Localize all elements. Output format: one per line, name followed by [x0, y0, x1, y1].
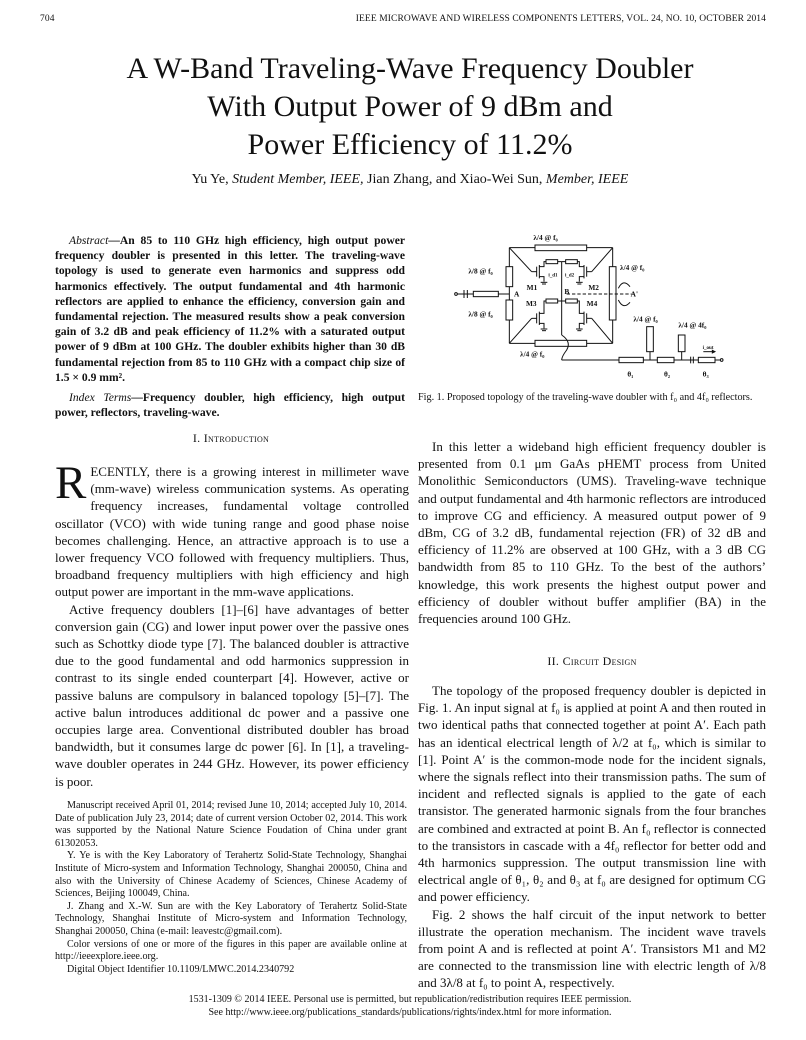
paragraph: Fig. 2 shows the half circuit of the input network to better illustrate the operation mechanism. The incident wave travels from point A and is reflected at point A′. Transistors M1 and M2 are connected to the transmission line with electric length of λ/8 and 3λ/8 at f₀ to point A, respectively. — [418, 906, 766, 991]
paragraph: ECENTLY, there is a growing interest in millimeter wave (mm-wave) wireless communication systems. As operating frequency increases, fundamental voltage controlled oscillator (VCO) with wide tuning range and good phase noise becomes challenging. Hence, an attractive approach is to use a lower frequency VCO followed with frequency multipliers. Thus, broadband frequency multipliers with high efficiency and high output power are important in the mm-wave applications. — [55, 464, 409, 600]
footnote: Digital Object Identifier 10.1109/LMWC.2014.2340792 — [67, 963, 295, 975]
author-name: Jian Zhang, and Xiao-Wei Sun, — [367, 172, 543, 187]
footnote: Y. Ye is with the Key Laboratory of Terahertz Solid-State Technology, Shanghai Institute of Micro-system and Information Technology, Shanghai 200050, China and also with the University of Chinese Academy of Sciences, Chinese Academy of Sciences, Beijing 100049, China. — [55, 850, 407, 900]
author-name: Yu Ye, — [191, 172, 229, 187]
abstract — [55, 233, 405, 425]
label-theta1: θ₁ — [627, 369, 634, 379]
label-M2: M2 — [588, 283, 599, 292]
circuit-design-body — [418, 682, 766, 992]
footnote: J. Zhang and X.-W. Sun are with the Key Laboratory of Terahertz Solid-State Technology, Shanghai Institute of Micro-system and Information Technology, Shanghai 200050, China (e-mail: leavestc@gmail.com). — [55, 900, 407, 937]
label-id1: i_d1 — [548, 273, 558, 279]
label-right: λ/4 @ f₀ — [620, 263, 645, 272]
label-stub2: λ/4 @ 4f₀ — [678, 320, 707, 330]
label-theta3: θ₃ — [702, 369, 709, 379]
introduction-body — [55, 457, 409, 790]
paper-title — [40, 50, 780, 164]
label-A-prime: A' — [630, 289, 639, 299]
title-line: Power Efficiency of 11.2% — [247, 128, 573, 161]
label-left-bottom: λ/8 @ f₀ — [468, 309, 493, 319]
index-terms-text: —Frequency doubler, high efficiency, high output power, reflectors, traveling-wave. — [55, 391, 405, 420]
abstract-label: Abstract — [69, 234, 109, 247]
author-role: Member, IEEE — [545, 172, 629, 187]
right-column-intro — [418, 438, 766, 627]
label-iout: i_out — [702, 346, 714, 351]
figure-1-circuit — [420, 225, 780, 390]
label-M3: M3 — [526, 299, 537, 308]
label-stub1: λ/4 @ f₀ — [633, 314, 658, 324]
authors — [40, 172, 780, 188]
label-top-line: λ/4 @ f₀ — [533, 233, 558, 242]
footnotes — [55, 800, 407, 976]
drop-cap: R — [55, 457, 87, 509]
author-role: Student Member, IEEE, — [232, 172, 364, 187]
running-header: IEEE MICROWAVE AND WIRELESS COMPONENTS LETTERS, VOL. 24, NO. 10, OCTOBER 2014 — [355, 14, 766, 24]
label-B: B — [564, 287, 570, 296]
paragraph: In this letter a wideband high efficient frequency doubler is presented from 0.1 μm GaAs pHEMT process from United Monolithic Semiconductors (UMS). Traveling-wave technique and output fundamental and 4th harmonic reflectors are introduced to improve CG and efficiency. A measured output power of 9 dBm, CG of 3.2 dB, fundamental rejection (FR) of 32 dB and efficiency of 11.2% are observed at 100 GHz, with a 3 dB CG bandwidth from 85 to 110 GHz. To the best of the authors’ knowledge, this work presents the highest output power and efficiency of doubler without buffer amplifier (BA) in the frequencies around 100 GHz. — [418, 439, 766, 627]
section-heading-introduction: I. Introduction — [192, 431, 270, 445]
label-theta2: θ₂ — [664, 369, 671, 379]
label-M4: M4 — [586, 299, 598, 308]
index-terms-label: Index Terms — [69, 391, 132, 405]
footnote: Color versions of one or more of the figures in this paper are available online at http://ieeexplore.ieee.org. — [55, 938, 407, 963]
paragraph: Active frequency doublers [1]–[6] have advantages of better conversion gain (CG) and lower input power over the passive ones such as Schottky diode type [7]. The balanced doubler is attractive due to the good fundamental and odd harmonics suppression in contrast to its single ended counterpart [4]. However, active or passive baluns are compulsory in balanced topology [5]–[7]. The active balun introduces additional dc power and a passive one occupies large area. Conventional distributed doubler has broad bandwidth, but it consumes large dc power [6]. In [1], a traveling-wave doubler operates in 244 GHz. However, its power efficiency is poor. — [55, 601, 409, 789]
label-left-top: λ/8 @ f₀ — [468, 266, 493, 276]
title-line: A W-Band Traveling-Wave Frequency Doubler — [126, 52, 694, 85]
footnote: Manuscript received April 01, 2014; revised June 10, 2014; accepted July 10, 2014. Date of publication July 23, 2014; date of current version October 02, 2014. This work was supported by the National Nature Science Foudation of China under grant 61302053. — [55, 800, 407, 849]
label-A: A — [514, 289, 520, 299]
section-heading-circuit-design: II. Circuit Design — [547, 654, 637, 668]
title-line: With Output Power of 9 dBm and — [207, 90, 613, 123]
paragraph: The topology of the proposed frequency doubler is depicted in Fig. 1. An input signal at f₀ is applied at point A and then routed in two identical paths that connected together at point A′. Each path has an identical electrical length of λ/2 at f₀, which is similar to [1]. Point A′ is the common-mode node for the incident signals, where the signals reflect into their transmission paths. The sum of incident and reflected signals is applied to the gate of each transistor. The generated harmonic signals from the four branches are combined and extracted at point B. An f₀ reflector is connected to the transistors in cascade with a 4f₀ reflector for better odd and 4th harmonics suppression. The output transmission line with electrical angle of θ₁, θ₂ and θ₃ at f₀ are designed for optimum CG and power efficiency. — [418, 683, 766, 905]
label-M1: M1 — [526, 283, 538, 292]
copyright-footer: 1531-1309 © 2014 IEEE. Personal use is permitted, but republication/redistribution requires IEEE permission. See http://www.ieee.org/publications_standards/publications/rights/index.html for more information. — [188, 994, 632, 1018]
label-id2: i_d2 — [565, 273, 575, 279]
figure-1-caption: Fig. 1. Proposed topology of the traveling-wave doubler with f₀ and 4f₀ reflectors. — [418, 392, 753, 403]
page-number: 704 — [40, 14, 55, 24]
label-bottom: λ/4 @ f₀ — [520, 349, 545, 359]
abstract-text: —An 85 to 110 GHz high efficiency, high output power frequency doubler is presented in this letter. The traveling-wave topology is used to generate even harmonics and suppress odd harmonics effectively. The output fundamental and 4th harmonic reflectors are applied to enhance the efficiency, conversion gain and fundamental rejection. The measured results show a peak conversion gain of 3.2 dB and peak efficiency of 11.2% with a saturated output power of 9 dBm at 100 GHz. The doubler exhibits higher than 30 dB fundamental rejection from 85 to 110 GHz with a compact chip size of 1.5 × 0.9 mm². — [55, 234, 405, 384]
